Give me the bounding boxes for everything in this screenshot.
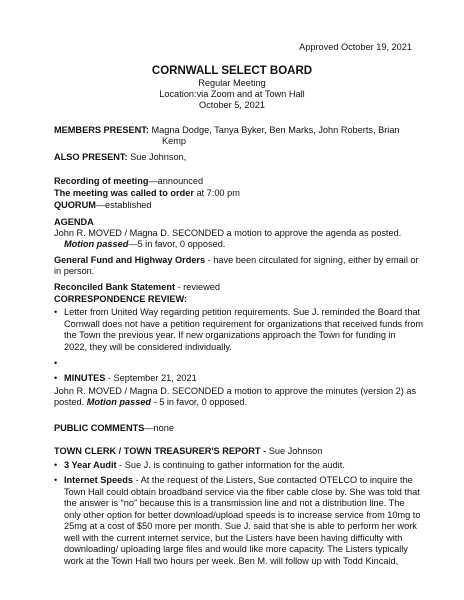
audit-label: 3 Year Audit	[64, 460, 117, 470]
members-present-cont: Kemp	[162, 136, 187, 146]
general-fund-text: - have been circulated for signing, either by email or	[205, 255, 419, 265]
minutes-prefix: posted.	[54, 397, 87, 407]
page-title: CORNWALL SELECT BOARD	[151, 65, 313, 77]
correspondence-line: the Town the previous year. If new organizations approach the Town for funding in	[64, 330, 396, 340]
also-present-label: ALSO PRESENT:	[54, 152, 128, 162]
agenda-heading-text: AGENDA	[54, 217, 94, 227]
quorum-line	[54, 200, 424, 212]
internet-line: Town Hall could obtain broadband service via the fiber cable close by. She was told that	[64, 486, 420, 497]
clerk-report-label: TOWN CLERK / TOWN TREASURER'S REPORT -	[54, 446, 269, 456]
members-present-list: Magna Dodge, Tanya Byker, Ben Marks, John Roberts, Brian	[151, 125, 400, 135]
minutes-item	[54, 373, 424, 385]
internet-label: Internet Speeds	[64, 475, 133, 485]
agenda-text: John R. MOVED / Magna D. SECONDED a motion to approve the agenda as posted.	[54, 228, 402, 238]
reconciled-label: Reconciled Bank Statement	[54, 282, 176, 292]
correspondence-item	[54, 307, 424, 353]
also-present	[54, 152, 424, 164]
internet-line: the answer is “no” because this is a transmission line and not a distribution line. The	[64, 498, 405, 508]
audit-item	[54, 460, 424, 472]
public-comments-label: PUBLIC COMMENTS	[54, 423, 145, 433]
minutes-date: - September 21, 2021	[105, 373, 197, 383]
meeting-type: Regular Meeting	[198, 78, 266, 88]
internet-line: - At the request of the Listers, Sue contacted OTELCO to inquire the	[132, 475, 413, 485]
internet-line: work at the Town Hall two hours per week. Ben M. will follow up with Todd Kincaid,	[64, 555, 399, 566]
correspondence-line: Letter from United Way regarding petition requirements. Sue J. reminded the Board that	[64, 307, 421, 317]
minutes-text: John R. MOVED / Magna D. SECONDED a motion to approve the minutes (version 2) as	[54, 386, 417, 396]
also-present-list: Sue Johnson,	[130, 152, 187, 162]
bullet-icon: •	[54, 373, 58, 383]
correspondence-line: Cornwall does not have a petition requirement for organizations that received funds from	[64, 318, 424, 329]
meeting-location: Location:via Zoom and at Town Hall	[159, 89, 305, 99]
approval-note: Approved October 19, 2021	[299, 42, 412, 52]
general-fund-label: General Fund and Highway Orders	[54, 255, 206, 265]
internet-item	[54, 475, 424, 567]
members-present-label: MEMBERS PRESENT:	[54, 125, 149, 135]
meeting-date: October 5, 2021	[199, 100, 265, 110]
correspondence-line: 2022, they will be considered individually.	[64, 341, 232, 352]
minutes-label: MINUTES	[64, 373, 106, 383]
minutes-motion-value: - 5 in favor, 0 opposed.	[151, 397, 248, 407]
quorum-value: —established	[95, 200, 152, 210]
reconciled-value: - reviewed	[175, 282, 220, 292]
reconciled-line	[54, 282, 424, 294]
minutes-motion-label: Motion passed	[86, 397, 152, 407]
called-label: The meeting was called to order	[54, 188, 194, 198]
called-line	[54, 188, 424, 200]
correspondence-heading	[54, 294, 424, 306]
internet-line: well with the current internet service, but the Listers have been having difficulty with	[64, 532, 403, 543]
public-comments-value: —none	[144, 423, 174, 433]
bullet-icon: •	[54, 307, 58, 317]
called-value: at 7:00 pm	[193, 188, 240, 198]
internet-line: only other option for better download/upload speeds is to increase service from 10mg to	[64, 509, 421, 520]
audit-text: - Sue J. is continuing to gather information for the audit.	[116, 460, 345, 470]
bullet-icon: •	[54, 475, 58, 485]
correspondence-heading-text: CORRESPONDENCE REVIEW:	[54, 294, 188, 304]
general-fund	[54, 255, 424, 267]
agenda-heading	[54, 217, 424, 229]
agenda-motion-value: —5 in favor, 0 opposed.	[128, 239, 226, 249]
bullet-icon: •	[54, 460, 58, 470]
internet-line: 25mg at a cost of $50 more per month. Sue J. said that she is able to perform her work	[64, 521, 417, 531]
general-fund-cont: in person.	[54, 266, 95, 276]
internet-line: downloading/ uploading large files and would like more capacity. The Listers typically	[64, 544, 408, 554]
recording-label: Recording of meeting	[54, 176, 149, 186]
agenda-motion-label: Motion passed	[64, 239, 129, 249]
recording-line	[54, 176, 424, 188]
recording-value: —announced	[148, 176, 204, 186]
agenda-motion	[64, 239, 434, 251]
public-comments	[54, 423, 424, 435]
members-present	[54, 125, 424, 137]
bullet-icon: •	[54, 358, 58, 368]
minutes-motion	[54, 397, 424, 409]
clerk-report-heading	[54, 446, 424, 458]
clerk-report-name: Sue Johnson	[268, 446, 323, 456]
quorum-label: QUORUM	[54, 200, 96, 210]
